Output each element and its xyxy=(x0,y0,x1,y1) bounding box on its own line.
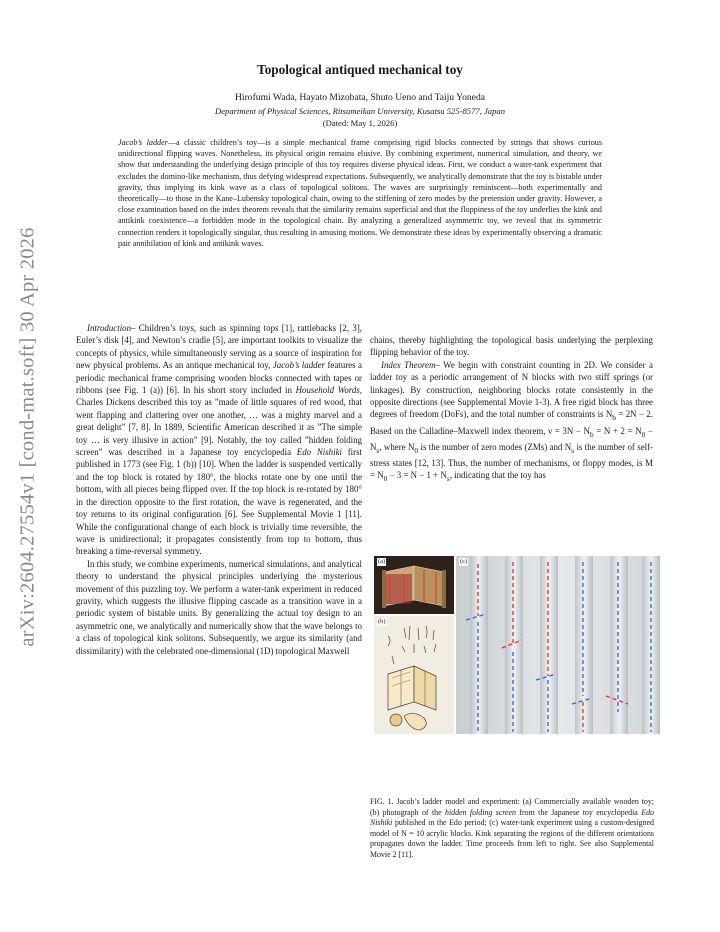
affiliation: Department of Physical Sciences, Ritsumeikan University, Kusatsu 525-8577, Japan xyxy=(215,106,505,116)
abstract-lead: Jacob’s ladder xyxy=(118,138,168,147)
index-text-2: = 2N − 2. Based on the Calladine–Maxwell index theorem, ν = 3N − N xyxy=(370,409,653,436)
panel-a-wooden-toy-photo xyxy=(374,556,454,614)
study-paragraph: In this study, we combine experiments, numerical simulations, and analytical theory to understand the physical principles underlying the mysterious movement of this puzzling toy. We perform a water-tank experiment in reduced gravity, which suggests the illusive flipping cascade as a transition wave in a periodic system of bistable units. By generalizing the actual toy design to an asymmetric one, we analytically and numerically show that the wave belongs to a class of topological kink solitons. Subsequently, we argue its similarity (and dissimilarity) with the celebrated one-dimensional (1D) topological Maxwell xyxy=(76,558,362,656)
arxiv-sidebar xyxy=(10,222,46,652)
right-column xyxy=(370,334,653,486)
intro-text-4: first published in 1773 (see Fig. 1 (b)) [10]. When the ladder is suspended vertically and the top block is rotated by 180°, the blocks rotate one by one until the bottom, with all pieces being flipped over. If the top block is re-rotated by 180° in the direction opposite to the first rotation, the wave is regenerated, and the toy returns to its original configuration [6]. See Supplemental Movie 1 [11]. While the configurational change of each block is trivially time reversible, the wave is unidirectional; it propagates consistently from top to bottom, thus breaking a time-reversal symmetry. xyxy=(76,447,363,557)
caption-edo-nishiki: Edo Nishiki xyxy=(370,807,654,827)
intro-paragraph xyxy=(76,322,362,558)
arxiv-identifier: arXiv:2604.27554v1 [cond-mat.soft] 30 Apr 2026 xyxy=(16,227,39,647)
intro-household-words: Household Words xyxy=(295,385,360,396)
panel-c-label: (c) xyxy=(460,558,468,565)
index-text-9: , indicating that the toy has xyxy=(449,470,546,481)
figure-1-caption xyxy=(370,797,654,860)
index-text-7: is the number of self-stress states [12, 13]. Thus, the number of mechanisms, or floppy modes, is M = N xyxy=(370,441,654,481)
caption-text-2: from the Japanese toy encyclopedia xyxy=(519,807,638,817)
subscript-b: b xyxy=(612,413,616,423)
paper-title: Topological antiqued mechanical toy xyxy=(257,62,463,77)
index-text-3: = N + 2 = N xyxy=(596,425,642,436)
panel-a-label: (a) xyxy=(378,558,386,565)
index-theorem-heading: Index Theorem xyxy=(381,359,436,370)
caption-text-3: published in the Edo period; (c) water-tank experiment using a custom-designed model of N = 10 acrylic blocks. Kink separating the regions of the different orientations propagates down the ladder. Time proceeds from left to right. See also Supplemental Movie 2 [11]. xyxy=(370,818,654,859)
subscript-s: s xyxy=(571,445,575,455)
index-text-4: − N xyxy=(370,425,653,452)
index-text-5: , where N xyxy=(379,441,415,452)
caption-text-1: FIG. 1. Jacob’s ladder model and experiment: (a) Commercially available wooden toy; (b) photograph of the xyxy=(370,797,654,817)
abstract xyxy=(118,137,602,249)
date-line: (Dated: May 1, 2026) xyxy=(322,118,398,128)
index-theorem-paragraph xyxy=(370,359,653,486)
panel-c-water-tank-photo xyxy=(456,556,660,734)
subscript-s: s xyxy=(446,474,450,484)
caption-hidden-folding-screen: hidden folding screen xyxy=(445,807,516,817)
edo-nishiki-illustration xyxy=(374,616,454,734)
abstract-text: —a classic children’s toy—is a simple mechanical frame comprising rigid blocks connected by strings that shows curious unidirectional flipping waves. Nonetheless, its physical origin remains elusive. By combining experiment, numerical simulation, and theory, we show that understanding the underlying design principle of this toy requires diverse physical ideas. First, we conduct a water-tank experiment that excludes the domino-like mechanism, thus defying widespread expectations. Subsequently, we analytically demonstrate that the toy is bistable under gravity, thus implying its kink wave as a class of topological solitons. The waves are surprisingly reminiscent—both experimentally and theoretically—to those in the Kane–Lubensky topological chain, owing to the stiffening of zero modes by the pretension under gravity. However, a close examination based on the index theorem reveals that the similarity remains superficial and that the floppiness of the toy underlies the kink and antikink coexistence—a forbidden mode in the topological chain. By analyzing a generalized asymmetric toy, we reveal that its symmetric connection renders it topologically singular, thus resulting in amusing motions. We demonstrate these ideas by experimentally observing a dramatic pair annihilation of kink and antikink waves. xyxy=(118,138,602,248)
subscript-0: 0 xyxy=(414,445,419,455)
panel-b-label: (b) xyxy=(378,618,386,625)
subscript-0: 0 xyxy=(383,474,388,484)
index-text-8: − 3 = N − 1 + N xyxy=(389,470,447,481)
index-text-6: is the number of zero modes (ZMs) and N xyxy=(420,441,572,452)
figure-1 xyxy=(372,555,660,791)
intro-heading: Introduction xyxy=(87,323,132,333)
subscript-b: b xyxy=(589,429,594,439)
subscript-0: 0 xyxy=(641,429,646,439)
intro-jacob-ladder: Jacob’s ladder xyxy=(272,360,325,371)
intro-text-2: features a periodic mechanical frame comprising wooden blocks connected with tapes or ribbons (see Fig. 1 (a)) [6]. In his short story included in xyxy=(76,360,362,396)
water-tank-illustration xyxy=(456,556,660,734)
author-list: Hirofumi Wada, Hayato Mizobata, Shuto Ueno and Taiju Yoneda xyxy=(235,92,485,103)
panel-b-edo-nishiki-photo xyxy=(374,616,454,734)
intro-text-3: , Charles Dickens described this toy as ”made of little squares of red wood, that went flapping and clattering over one another, … was a mighty marvel and a great delight” [7, 8]. In 1889, Scientific American described it as ”The simple toy … is very illusive in action” [9]. Notably, the toy called ”hidden folding screen” was described in a Japanese toy encyclopedia xyxy=(76,385,363,458)
continuation-paragraph: chains, thereby highlighting the topological basis underlying the perplexing flipping behavior of the toy. xyxy=(370,335,653,358)
subscript-s: s xyxy=(376,445,380,455)
index-text-1: – We begin with constraint counting in 2D. We consider a ladder toy as a periodic arrangement of N blocks with two stiff springs (or linkages). By construction, neighboring blocks rotate consistently in the opposite directions (see Supplemental Movie 1-3). A free rigid block has three degrees of freedom (DoFs), and the total number of constraints is N xyxy=(370,359,653,420)
left-column xyxy=(76,322,362,657)
intro-text-1: – Children’s toys, such as spinning tops [1], rattlebacks [2, 3], Euler’s disk [4], and Newton’s cradle [5], are important toolkits to visualize the concepts of physics, while simultaneously serving as a source of inspiration for new physical problems. As an antique mechanical toy, xyxy=(76,323,362,371)
intro-edo-nishiki: Edo Nishiki xyxy=(296,447,342,458)
